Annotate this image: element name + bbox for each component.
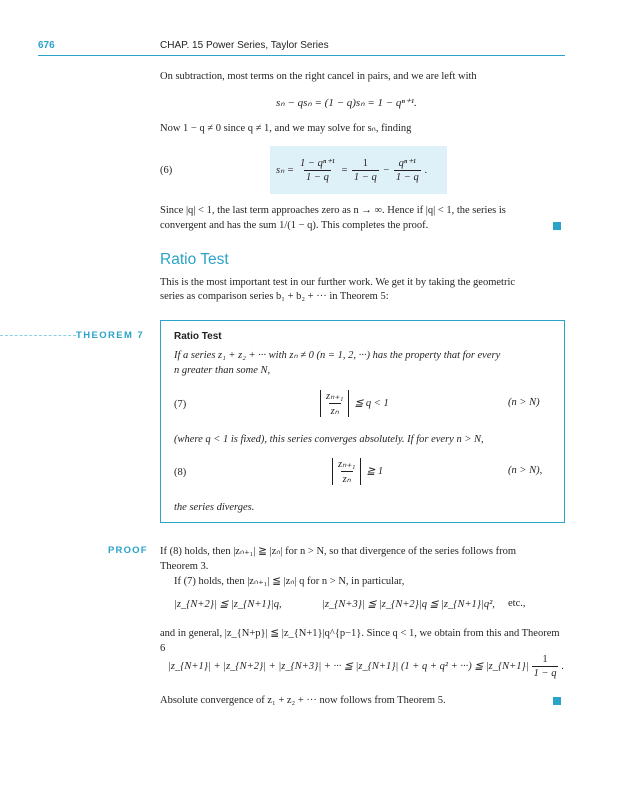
eq6-frac1-num: 1 − qⁿ⁺¹: [299, 158, 335, 169]
eq6-frac1-den: 1 − q: [305, 172, 329, 183]
eq6-end: .: [424, 164, 428, 176]
end-of-proof-square: [553, 222, 561, 230]
theorem-end-text: the series diverges.: [174, 502, 255, 513]
eq7-num: zₙ₊₁: [326, 390, 344, 402]
eq6-frac3-den: 1 − q: [395, 172, 419, 183]
proof-sum-fraction: [532, 654, 559, 679]
eq8-num: zₙ₊₁: [338, 458, 356, 470]
eq6-lhs: sₙ =: [276, 165, 294, 176]
eq6-frac3-num: qⁿ⁺¹: [398, 158, 416, 169]
theorem-leader-line: [0, 335, 76, 336]
equation-7: [320, 385, 389, 421]
proof-sum-frac-num: 1: [542, 653, 548, 665]
eq7-fraction: [324, 390, 345, 417]
equation-6: [276, 149, 427, 191]
equation-7-condition: (n > N): [508, 397, 540, 408]
running-header: CHAP. 15 Power Series, Taylor Series: [160, 40, 329, 51]
eq6-fraction-3: [394, 157, 421, 183]
section-title: Ratio Test: [160, 251, 229, 268]
equation-7-number: (7): [174, 399, 187, 410]
since-line-2: convergent and has the sum 1/(1 − q). This completes the proof.: [160, 220, 429, 231]
theorem-mid-text: (where q < 1 is fixed), this series converges absolutely. If for every n > N,: [174, 434, 484, 445]
proof-label: PROOF: [108, 545, 148, 556]
eq6-fraction-1: [298, 157, 337, 183]
eq8-den: zₙ: [341, 471, 353, 485]
eq8-abs-ratio: [332, 458, 361, 485]
page-number: 676: [38, 40, 55, 51]
now-text: Now 1 − q ≠ 0 since q ≠ 1, and we may solve for sₙ, finding: [160, 123, 412, 134]
proof-sum-end: .: [561, 660, 565, 672]
eq8-fraction: [336, 458, 357, 485]
proof-last-line: Absolute convergence of z₁ + z₂ + ··· now follows from Theorem 5.: [160, 695, 446, 706]
proof-line-3: If (7) holds, then |zₙ₊₁| ≦ |zₙ| q for n > N, in particular,: [174, 576, 405, 587]
equation-subtraction: sₙ − qsₙ = (1 − q)sₙ = 1 − qⁿ⁺¹.: [276, 97, 417, 109]
section-para-line-2: series as comparison series b₁ + b₂ + ··· in Theorem 5:: [160, 291, 389, 302]
proof-eq-c: etc.,: [508, 598, 526, 609]
section-para-line-1: This is the most important test in our further work. We get it by taking the geometric: [160, 277, 516, 288]
eq7-den: zₙ: [329, 403, 341, 417]
proof-line-1: If (8) holds, then |zₙ₊₁| ≧ |zₙ| for n > N, so that divergence of the series follows from: [160, 546, 517, 557]
eq6-frac2-num: 1: [362, 157, 368, 169]
theorem-line-2: n greater than some N,: [174, 365, 271, 376]
eq6-equals: =: [340, 164, 348, 176]
proof-line-2: Theorem 3.: [160, 561, 209, 572]
eq7-relation: ≦ q < 1: [354, 398, 389, 409]
proof-sum-frac-den: 1 − q: [533, 667, 557, 679]
eq6-frac2-den: 1 − q: [353, 171, 377, 183]
eq8-relation: ≧ 1: [366, 466, 384, 477]
since-line-1: Since |q| < 1, the last term approaches zero as n → ∞. Hence if |q| < 1, the series is: [160, 205, 506, 216]
equation-8-number: (8): [174, 467, 187, 478]
proof-sum-lhs: |z_{N+1}| + |z_{N+2}| + |z_{N+3}| + ··· ≦ |z_{N+1}| (1 + q + q² + ···) ≦ |z_{N+1}|: [168, 661, 529, 672]
theorem-line-1: If a series z₁ + z₂ + ··· with zₙ ≠ 0 (n = 1, 2, ···) has the property that for every: [174, 350, 501, 361]
theorem-label: THEOREM 7: [76, 330, 145, 341]
eq7-abs-ratio: [320, 390, 349, 417]
equation-8-condition: (n > N),: [508, 465, 543, 476]
proof-line-4: and in general, |z_{N+p}| ≦ |z_{N+1}|q^{p−1}. Since q < 1, we obtain from this and Theorem 6: [160, 628, 560, 654]
end-of-proof-square-2: [553, 697, 561, 705]
subtraction-text: On subtraction, most terms on the right cancel in pairs, and we are left with: [160, 71, 477, 82]
proof-eq-a: |z_{N+2}| ≦ |z_{N+1}|q,: [174, 599, 282, 610]
header-rule: [38, 55, 565, 56]
eq6-minus: −: [382, 164, 390, 176]
theorem-title: Ratio Test: [174, 331, 222, 342]
equation-8: [332, 453, 383, 489]
eq6-fraction-2: [352, 158, 379, 183]
equation-6-number: (6): [160, 165, 173, 176]
proof-sum-equation: [168, 648, 564, 684]
proof-eq-b: |z_{N+3}| ≦ |z_{N+2}|q ≦ |z_{N+1}|q²,: [322, 599, 495, 610]
